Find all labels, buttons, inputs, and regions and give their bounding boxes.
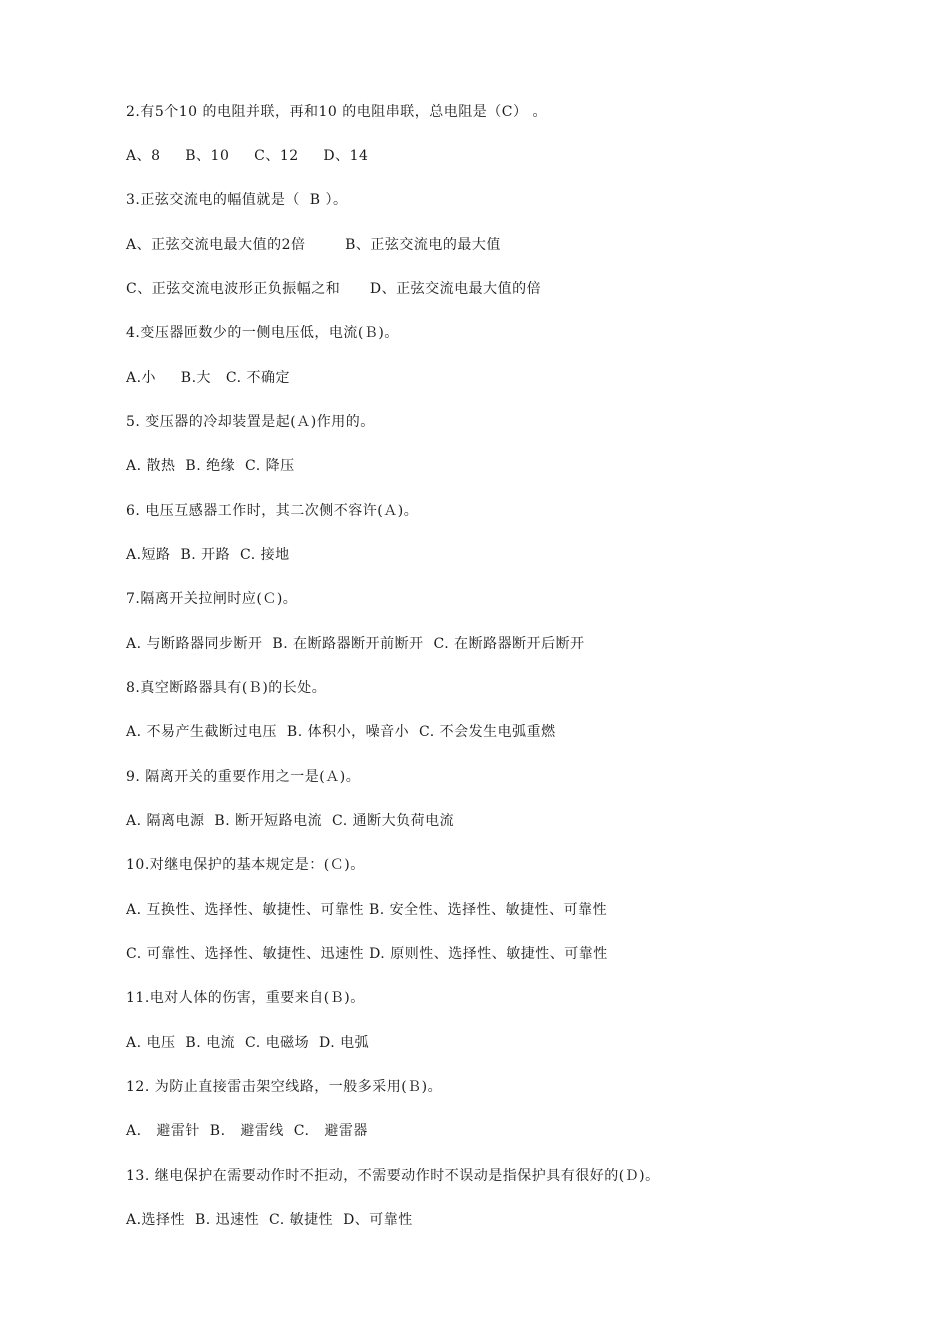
- question-9-text: 9. 隔离开关的重要作用之一是(Ａ)。: [126, 769, 361, 785]
- question-13-text: 13. 继电保护在需要动作时不拒动，不需要动作时不误动是指保护具有很好的(Ｄ)。: [126, 1168, 660, 1184]
- question-5-options: A. 散热 B. 绝缘 C. 降压: [126, 458, 295, 474]
- question-11-text: 11.电对人体的伤害，重要来自(Ｂ)。: [126, 990, 365, 1006]
- question-6-options: A.短路 B. 开路 C. 接地: [126, 547, 290, 563]
- question-10-text: 10.对继电保护的基本规定是：(Ｃ)。: [126, 857, 365, 873]
- question-3-text: 3.正弦交流电的幅值就是（ B ）。: [126, 192, 348, 208]
- question-10-options-cd: C. 可靠性、选择性、敏捷性、迅速性 D. 原则性、选择性、敏捷性、可靠性: [126, 946, 608, 962]
- question-4-text: 4.变压器匝数少的一侧电压低，电流(Ｂ)。: [126, 325, 399, 341]
- question-4-options: A.小 B.大 C. 不确定: [126, 370, 291, 386]
- question-2-text: 2.有5个10 的电阻并联，再和10 的电阻串联，总电阻是（C） 。: [126, 104, 547, 120]
- question-3-options-cd: C、正弦交流电波形正负振幅之和 D、正弦交流电最大值的倍: [126, 281, 542, 297]
- question-10-options-ab: A. 互换性、选择性、敏捷性、可靠性 B. 安全性、选择性、敏捷性、可靠性: [126, 902, 608, 918]
- question-7-text: 7.隔离开关拉闸时应(Ｃ)。: [126, 591, 298, 607]
- question-8-text: 8.真空断路器具有(Ｂ)的长处。: [126, 680, 327, 696]
- question-2-options: A、8 B、10 C、12 D、14: [126, 148, 369, 164]
- question-12-text: 12. 为防止直接雷击架空线路，一般多采用(Ｂ)。: [126, 1079, 443, 1095]
- question-8-options: A. 不易产生截断过电压 B. 体积小，噪音小 C. 不会发生电弧重燃: [126, 724, 556, 740]
- question-6-text: 6. 电压互感器工作时，其二次侧不容许(Ａ)。: [126, 503, 419, 519]
- question-7-options: A. 与断路器同步断开 B. 在断路器断开前断开 C. 在断路器断开后断开: [126, 636, 585, 652]
- question-11-options: A. 电压 B. 电流 C. 电磁场 D. 电弧: [126, 1035, 370, 1051]
- question-5-text: 5. 变压器的冷却装置是起(Ａ)作用的。: [126, 414, 375, 430]
- question-9-options: A. 隔离电源 B. 断开短路电流 C. 通断大负荷电流: [126, 813, 455, 829]
- question-12-options: A. 避雷针 B. 避雷线 C. 避雷器: [126, 1123, 368, 1139]
- question-13-options: A.选择性 B. 迅速性 C. 敏捷性 D、可靠性: [126, 1212, 413, 1228]
- question-3-options-ab: A、正弦交流电最大值的2倍 B、正弦交流电的最大值: [126, 237, 501, 253]
